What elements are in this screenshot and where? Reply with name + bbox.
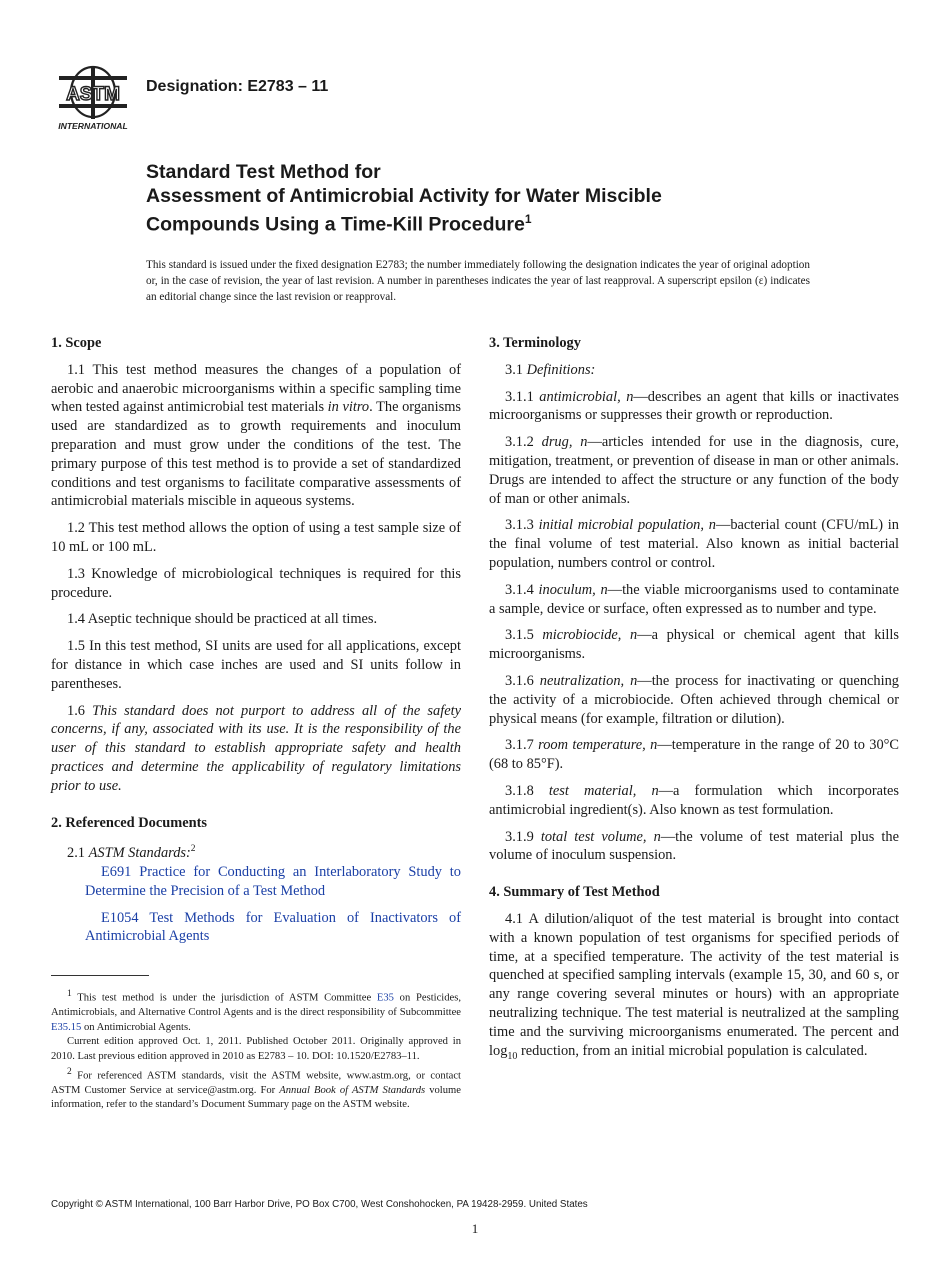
reference-list	[51, 863, 461, 946]
astm-standards-label: 2.1 ASTM Standards:$^2$	[67, 844, 196, 862]
scope-1-5: 1.5 In this test method, SI units are used for all applications, except for distance in which case inches are used and SI units follow in parentheses.	[51, 638, 461, 692]
terminology-heading: 3. Terminology	[489, 335, 581, 351]
copyright-line: Copyright © ASTM International, 100 Barr Harbor Drive, PO Box C700, West Conshohocken, PA 19428-2959. United States	[51, 1199, 588, 1210]
right-column	[489, 330, 899, 1074]
reference-e691[interactable]: E691 Practice for Conducting an Interlaboratory Study to Determine the Precision of a Test Method	[85, 863, 461, 899]
footnote-2: 2 For referenced ASTM standards, visit the ASTM website, www.astm.org, or contact ASTM Customer Service at service@astm.org. For Annual Book of ASTM Standards volume information, refer to the standard’s Document Summary page on the ASTM website.	[51, 1066, 461, 1111]
title-line-1: Standard Test Method for	[146, 161, 381, 183]
scope-1-3: 1.3 Knowledge of microbiological techniques is required for this procedure.	[51, 565, 461, 601]
summary-heading: 4. Summary of Test Method	[489, 884, 660, 901]
definition-3-1-4: 3.1.4 inoculum, n—the viable microorganisms used to contaminate a sample, device or surface, often expressed as to number and type.	[489, 581, 899, 617]
definition-3-1-1: 3.1.1 antimicrobial, n—describes an agent that kills or inactivates microorganisms or suppresses their growth or reproduction.	[489, 388, 899, 424]
left-column	[51, 330, 461, 954]
definition-3-1-7: 3.1.7 room temperature, n—temperature in the range of 20 to 30°C (68 to 85°F).	[489, 737, 900, 773]
footnote-1: 1 This test method is under the jurisdiction of ASTM Committee E35 on Pesticides, Antimicrobials, and Alternative Control Agents and is the direct responsibility of Subcommittee E35.15 on Antimicrobial Agents.	[51, 989, 461, 1033]
definition-3-1-6: 3.1.6 neutralization, n—the process for inactivating or quenching the activity of a microbiocide. Often achieved through chemical or physical means (for example, filtration or dilution).	[489, 672, 899, 727]
svg-text:INTERNATIONAL: INTERNATIONAL	[58, 121, 128, 131]
subcommittee-e35-15-link[interactable]: E35.15	[51, 1021, 82, 1033]
title-line-3: Compounds Using a Time-Kill Procedure	[146, 213, 525, 236]
scope-1-1: 1.1 This test method measures the changes of a population of aerobic and anaerobic microorganisms within a specific sampling time when tested against antimicrobial test materials in vitro. The organisms used are standardized as to growth requirements and inoculum preparation and must grow under the conditions of the test. The primary purpose of this test method is to provide a set of standardized conditions and test organisms to facilitate comparative assessments of antimicrobial materials miscible in aqueous systems.	[51, 361, 461, 510]
referenced-documents-heading: 2. Referenced Documents	[51, 814, 207, 831]
designation: Designation: E2783 – 11	[146, 78, 329, 95]
footnotes	[51, 987, 461, 1113]
scope-1-2: 1.2 This test method allows the option of using a test sample size of 10 mL or 100 mL.	[51, 520, 461, 555]
svg-text:ASTM: ASTM	[66, 84, 120, 105]
definition-3-1-5: 3.1.5 microbiocide, n—a physical or chemical agent that kills microorganisms.	[489, 627, 899, 663]
scope-1-4: 1.4 Aseptic technique should be practiced at all times.	[67, 611, 378, 628]
definition-3-1-8: 3.1.8 test material, n—a formulation which incorporates antimicrobial ingredient(s). Also known as test formulation.	[489, 782, 899, 818]
definitions-label: 3.1 Definitions:	[505, 361, 596, 378]
definition-3-1-2: 3.1.2 drug, n—articles intended for use in the diagnosis, cure, mitigation, treatment, or prevention of disease in man or other animals. Drugs are intended to affect the structure or any function of the body of man or other animals.	[489, 434, 899, 507]
page-number: 1	[471, 1221, 479, 1236]
footnote-1-edition: Current edition approved Oct. 1, 2011. Published October 2011. Originally approved in 2010. Last previous edition approved in 2010 as E2783 – 10. DOI: 10.1520/E2783–11.	[51, 1036, 461, 1062]
summary-4-1: 4.1 A dilution/aliquot of the test material is brought into contact with a known population of test organisms for specified periods of time, at a specified temperature. The activity of the test material is quenched at specified sampling intervals (example 15, 30, and 60 s, or any range covering several minutes or hours) with an appropriate neutralizing technique. The test material is neutralized at the sampling time and the surviving microorganisms enumerated. The percent and $\log_{10}$ reduction, from an initial microbial population is calculated.	[489, 910, 899, 1062]
definition-3-1-3: 3.1.3 initial microbial population, n—bacterial count (CFU/mL) in the final volume of test material. Also known as initial bacterial population, numbers control or control.	[489, 517, 899, 571]
title-line-2: Assessment of Antimicrobial Activity for Water Miscible	[146, 184, 662, 207]
footnote-divider	[51, 975, 149, 976]
reference-e1054[interactable]: E1054 Test Methods for Evaluation of Inactivators of Antimicrobial Agents	[85, 909, 462, 945]
title-footnote-mark: 1	[524, 212, 532, 226]
committee-e35-link[interactable]: E35	[376, 992, 394, 1004]
scope-1-6: 1.6 This standard does not purport to address all of the safety concerns, if any, associated with its use. It is the responsibility of the user of this standard to establish appropriate safety and health practices and determine the applicability of regulatory limitations prior to use.	[51, 702, 461, 794]
astm-logo	[51, 62, 135, 132]
scope-heading: 1. Scope	[51, 335, 102, 351]
document-title	[146, 161, 906, 237]
standard-notice: This standard is issued under the fixed designation E2783; the number immediately following the designation indicates the year of original adoption or, in the case of revision, the year of last revision. A number in parentheses indicates the year of last reapproval. A superscript epsilon (ε) indicates an editorial change since the last revision or reapproval.	[146, 259, 810, 303]
definition-3-1-9: 3.1.9 total test volume, n—the volume of test material plus the volume of inoculum suspension.	[489, 828, 899, 864]
